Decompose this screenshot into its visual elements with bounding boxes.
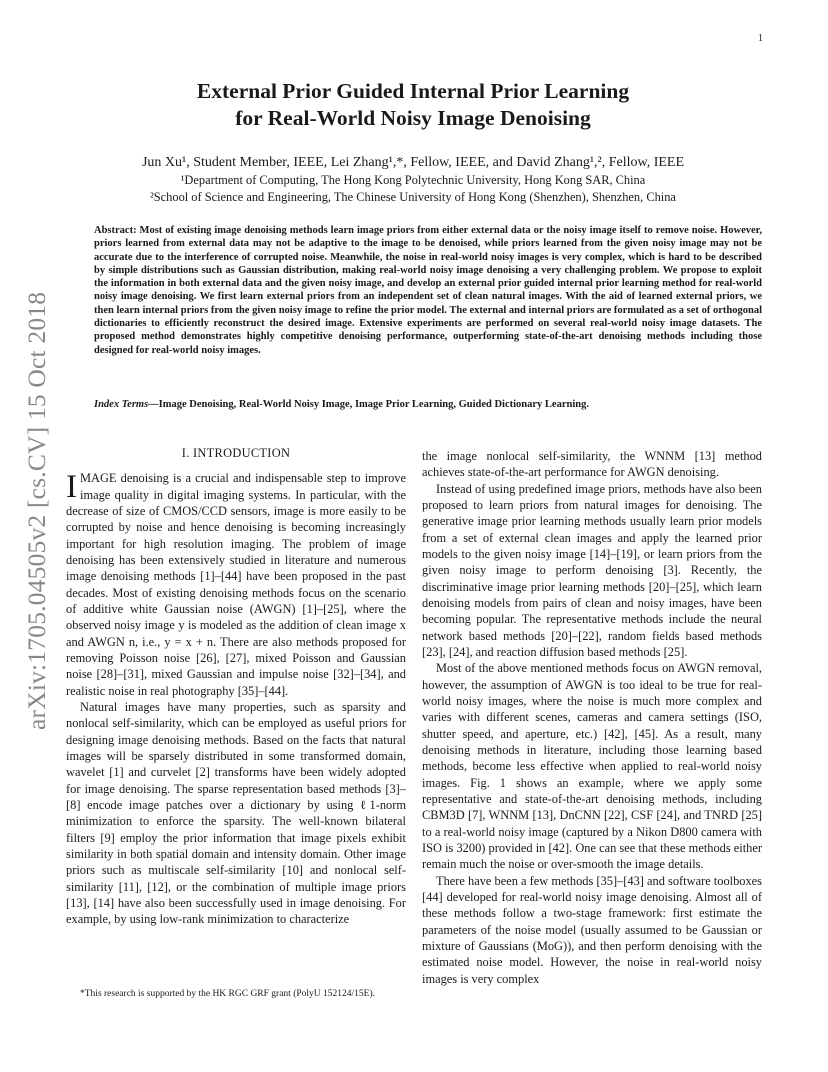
- intro-paragraph-1-text: MAGE denoising is a crucial and indispensable step to improve image quality in digital imaging systems. In particular, with the decrease of size of CMOS/CCD sensors, image is more easily to be corrupted by noise and hence denoising is becoming increasingly important for high resolution imaging. The problem of image denoising has been extensively studied in literature and numerous image denoising methods [1]–[44] have been proposed in the past decades. Most of existing denoising methods focus on the scenario of additive white Gaussian noise (AWGN) [1]–[25], where the observed noisy image y is modeled as the addition of clean image x and AWGN n, i.e., y = x + n. There are also methods proposed for removing Poisson noise [26], [27], mixed Poisson and Gaussian noise [28]–[31], mixed Gaussian and impulse noise [32]–[34], and realistic noise in real photography [35]–[44].: [66, 471, 406, 698]
- arxiv-identifier: arXiv:1705.04505v2 [cs.CV] 15 Oct 2018: [22, 291, 51, 730]
- intro-paragraph-1: [66, 470, 406, 699]
- index-terms-label: Index Terms: [94, 399, 149, 410]
- index-terms: [94, 398, 762, 411]
- funding-footnote: *This research is supported by the HK RGC GRF grant (PolyU 152124/15E).: [80, 989, 375, 999]
- intro-paragraph-5: Most of the above mentioned methods focus on AWGN removal, however, the assumption of AWGN is too ideal to be true for real-world noisy images, where the noise is much more complex and varies with different scenes, cameras and camera settings (ISO, shutter speed, and aperture, etc.) [42], [45]. As a result, many denoising methods in literature, including those learning based methods, become less effective when applied to real-world noisy images. Fig. 1 shows an example, where we apply some representative and state-of-the-art denoising methods, including CBM3D [7], WNNM [13], DnCNN [22], CSF [24], and TNRD [25] to a real-world noisy image (captured by a Nikon D800 camera with ISO is 3200) provided in [42]. One can see that these methods either remain much the noise or over-smooth the image details.: [422, 661, 762, 872]
- index-terms-list: —Image Denoising, Real-World Noisy Image, Image Prior Learning, Guided Dictionary Learning.: [148, 399, 589, 410]
- intro-paragraph-6: There have been a few methods [35]–[43] and software toolboxes [44] developed for real-world noisy image denoising. Almost all of these methods follow a two-stage framework: first estimate the parameters of the noise model (usually assumed to be Gaussian or mixture of Gaussians (MoG)), and then perform denoising with the estimated noise model. However, the noise in real-world noisy images is very complex: [422, 873, 762, 986]
- intro-paragraph-3: the image nonlocal self-similarity, the WNNM [13] method achieves state-of-the-art performance for AWGN denoising.: [422, 449, 762, 480]
- author-list: Jun Xu¹, Student Member, IEEE, Lei Zhang¹,*, Fellow, IEEE, and David Zhang¹,², Fellow, IEEE: [141, 155, 685, 170]
- left-column: [66, 445, 406, 928]
- page-number: 1: [758, 33, 763, 44]
- title-line-1: External Prior Guided Internal Prior Learning: [196, 79, 630, 103]
- affiliation-1: ¹Department of Computing, The Hong Kong Polytechnic University, Hong Kong SAR, China: [180, 173, 646, 187]
- intro-paragraph-2: Natural images have many properties, such as sparsity and nonlocal self-similarity, which can be employed as useful priors for designing image denoising methods. Based on the facts that natural images will be sparsely distributed in some transformed domain, wavelet [1] and curvelet [2] transforms have been widely adopted for image denoising. The sparse representation based methods [3]–[8] encode image patches over a dictionary by using ℓ1-norm minimization to enforce the sparsity. The well-known bilateral filters [9] employ the prior information that image pixels exhibit similarity in both spatial domain and intensity domain. Other image priors such as multiscale self-similarity [10] and nonlocal self-similarity [11], [12], or the combination of multiple image priors [13], [14] have also been successfully used in image denoising. For example, by using low-rank minimization to characterize: [66, 699, 406, 927]
- drop-cap: I: [66, 469, 77, 506]
- intro-paragraph-4: Instead of using predefined image priors, methods have also been proposed to learn priors from natural images for denoising. The generative image prior learning methods usually learn prior models from a set of external clean images and apply the learned prior models to the given noisy image [14]–[19], or learn priors from the given noisy image to perform denoising [3]. Recently, the discriminative image prior learning methods [20]–[25], which learn denoising models from pairs of clean and noisy images, have been becoming popular. The representative methods include the neural network based methods [20]–[22], random fields based methods [23], [24], and reaction diffusion based methods [25].: [422, 481, 762, 659]
- paper-title: [100, 78, 726, 132]
- section-heading: I. INTRODUCTION: [181, 446, 291, 460]
- title-line-2: for Real-World Noisy Image Denoising: [235, 106, 591, 130]
- right-column: [422, 448, 762, 987]
- abstract: Abstract: Most of existing image denoising methods learn image priors from either external data or the noisy image itself to remove noise. However, priors learned from external data may not be adaptive to the image to be denoised, while priors learned from the given noisy image may not be accurate due to the interference of corrupted noise. Meanwhile, the noise in real-world noisy images is very complex, which is hard to be described by simple distributions such as Gaussian distribution, making real-world noisy image denoising a very challenging problem. We propose to exploit the information in both external data and the given noisy image, and develop an external prior guided internal prior learning method for real-world noisy image denoising. We first learn external priors from an independent set of clean natural images. With the aid of learned external priors, we then learn internal priors from the given noisy image to refine the prior model. The external and internal priors are formulated as a set of orthogonal dictionaries to efficiently reconstruct the desired image. Extensive experiments are performed on several real-world noisy image datasets. The proposed method demonstrates highly competitive denoising performance, outperforming state-of-the-art denoising methods including those designed for real-world noisy images.: [94, 225, 762, 356]
- affiliation-2: ²School of Science and Engineering, The Chinese University of Hong Kong (Shenzhen), Shenzhen, China: [150, 190, 676, 204]
